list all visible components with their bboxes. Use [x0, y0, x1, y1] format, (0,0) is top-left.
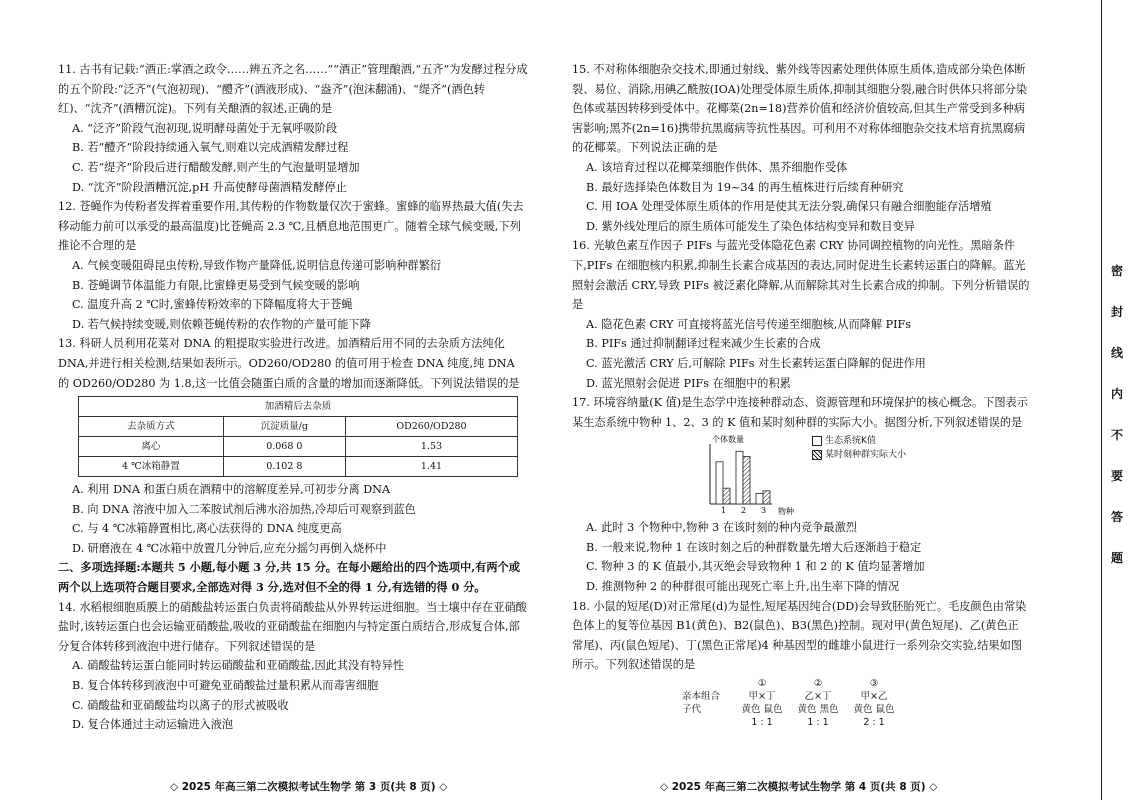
question-14: [58, 598, 528, 735]
legend-label: 某时刻种群实际大小: [825, 450, 907, 461]
option-b: B. 向 DNA 溶液中加入二苯胺试剂后沸水浴加热,冷却后可观察到蓝色: [72, 502, 416, 516]
option-c: C. 温度升高 2 ℃时,蜜蜂传粉效率的下降幅度将大于苍蝇: [72, 298, 353, 312]
dna-table: [78, 396, 518, 477]
x-tick-label: 3: [761, 506, 767, 516]
row-label: 子代: [682, 704, 702, 716]
seal-char: 内: [1110, 387, 1123, 401]
table-header: 沉淀质量/g: [223, 417, 345, 437]
question-16: [572, 236, 1030, 393]
k-value-chart: [696, 434, 1030, 516]
legend-swatch: [812, 436, 822, 446]
option-a: A. “泛齐”阶段气泡初现,说明酵母菌处于无氧呼吸阶段: [72, 121, 338, 135]
question-stem: 12. 苍蝇作为传粉者发挥着重要作用,其传粉的作物数量仅次于蜜蜂。蜜蜂的临界热最大值(失去移动能力前可以承受的最高温度)比苍蝇高 2.3 ℃,且栖息地范围更广。随着全球气候变暖,下列推论不合理的是: [58, 200, 524, 253]
option-d: D. 复合体通过主动运输进入液泡: [72, 718, 234, 732]
ratio: 1 : 1: [751, 717, 773, 729]
option-a: A. 利用 DNA 和蛋白质在酒精中的溶解度差异,可初步分离 DNA: [72, 483, 391, 497]
question-13: [58, 334, 528, 558]
ratio: 1 : 1: [807, 717, 829, 729]
cross-number: ③: [869, 678, 879, 690]
section-heading: 二、多项选择题:本题共 5 小题,每小题 3 分,共 15 分。在每小题给出的四个选项中,有两个或两个以上选项符合题目要求,全部选对得 3 分,选对但不全的得 1 分,有选错的得 0 分。: [58, 560, 520, 595]
page-footer-right: ◇ 2025 年高三第二次模拟考试生物学 第 4 页(共 8 页) ◇: [660, 781, 938, 793]
question-18: [572, 597, 1030, 729]
option-d: D. 若气候持续变暖,则依赖苍蝇传粉的农作物的产量可能下降: [72, 317, 371, 331]
x-axis-label: 物种: [778, 507, 794, 517]
bar-k-value-species-1: [716, 462, 723, 504]
bar-actual-size-species-2: [743, 457, 750, 504]
seal-char: 题: [1110, 551, 1123, 565]
parent-combo: 乙×丁: [804, 691, 832, 703]
table-cell: 4 ℃冰箱静置: [79, 457, 224, 477]
question-12: [58, 197, 528, 334]
page-footer-left: ◇ 2025 年高三第二次模拟考试生物学 第 3 页(共 8 页) ◇: [170, 781, 448, 793]
option-b: B. 最好选择染色体数目为 19~34 的再生植株进行后续育种研究: [586, 180, 904, 194]
seal-char: 密: [1110, 264, 1123, 278]
parent-combo: 甲×丁: [748, 691, 776, 703]
table-header: 去杂质方式: [79, 417, 224, 437]
seal-line: [1101, 0, 1102, 800]
option-c: C. 蓝光激活 CRY 后,可解除 PIFs 对生长素转运蛋白降解的促进作用: [586, 356, 926, 370]
table-cell: 1.53: [345, 437, 517, 457]
seal-char: 不: [1110, 428, 1123, 442]
legend-item: [812, 434, 906, 448]
cross-number: ②: [813, 678, 823, 690]
table-cell: 0.102 8: [223, 457, 345, 477]
option-d: D. 推测物种 2 的种群很可能出现死亡率上升,出生率下降的情况: [586, 580, 900, 594]
parent-combo: 甲×乙: [860, 691, 888, 703]
table-cell: 离心: [79, 437, 224, 457]
y-axis-label: 个体数量: [712, 435, 744, 445]
question-15: [572, 60, 1030, 236]
option-b: B. PIFs 通过抑制翻译过程来减少生长素的合成: [586, 337, 821, 351]
bar-k-value-species-2: [736, 452, 743, 505]
chart-legend: [812, 434, 906, 462]
option-d: D. 蓝光照射会促进 PIFs 在细胞中的积累: [586, 376, 791, 390]
cross-number: ①: [757, 678, 767, 690]
option-a: A. 该培育过程以花椰菜细胞作供体、黑芥细胞作受体: [586, 160, 848, 174]
bar-k-value-species-3: [756, 494, 763, 505]
seal-text: [1107, 262, 1127, 566]
legend-label: 生态系统K值: [825, 436, 876, 447]
seal-char: 封: [1110, 305, 1123, 319]
table-header: OD260/OD280: [345, 417, 517, 437]
question-stem: 16. 光敏色素互作因子 PIFs 与蓝光受体隐花色素 CRY 协同调控植物的向光性。黑暗条件下,PIFs 在细胞核内积累,抑制生长素合成基因的表达,同时促进生长素转运蛋白的降解。蓝光照射会激活 CRY,导致 PIFs 被泛素化降解,从而解除其对生长素合成的抑制。下列分析错误的是: [572, 239, 1030, 312]
option-b: B. 一般来说,物种 1 在该时刻之后的种群数量先增大后逐渐趋于稳定: [586, 540, 922, 554]
option-d: D. “沈齐”阶段酒糟沉淀,pH 升高使酵母菌酒精发酵停止: [72, 180, 347, 194]
offspring: 黄色 黑色: [797, 704, 839, 716]
ratio: 2 : 1: [863, 717, 885, 729]
x-tick-label: 1: [721, 506, 727, 516]
question-11: [58, 60, 528, 197]
legend-item: [812, 448, 906, 462]
seal-strip: [1065, 0, 1131, 800]
table-cell: 1.41: [345, 457, 517, 477]
option-d: D. 紫外线处理后的原生质体可能发生了染色体结构变异和数目变异: [586, 219, 915, 233]
option-c: C. 若“缇齐”阶段后进行醋酸发酵,则产生的气泡量明显增加: [72, 160, 360, 174]
option-a: A. 硝酸盐转运蛋白能同时转运硝酸盐和亚硝酸盐,因此其没有特异性: [72, 659, 404, 673]
table-row: [79, 437, 518, 457]
option-c: C. 物种 3 的 K 值最小,其灭绝会导致物种 1 和 2 的 K 值均显著增加: [586, 560, 925, 574]
table-caption: 加酒精后去杂质: [79, 397, 518, 417]
option-a: A. 此时 3 个物种中,物种 3 在该时刻的种内竞争最激烈: [586, 521, 857, 535]
option-b: B. 若“醴齐”阶段持续通入氧气,则难以完成酒精发酵过程: [72, 141, 349, 155]
seal-char: 答: [1110, 510, 1123, 524]
option-c: C. 硝酸盐和亚硝酸盐均以离子的形式被吸收: [72, 698, 289, 712]
option-c: C. 用 IOA 处理受体原生质体的作用是使其无法分裂,确保只有融合细胞能存活增殖: [586, 200, 992, 214]
option-b: B. 复合体转移到液泡中可避免亚硝酸盐过量积累从而毒害细胞: [72, 679, 379, 693]
left-column: [58, 60, 528, 735]
question-stem: 13. 科研人员利用花菜对 DNA 的粗提取实验进行改进。加酒精后用不同的去杂质方法纯化 DNA,并进行相关检测,结果如表所示。OD260/OD280 的值可用于检查 DNA 纯度,纯 DNA 的 OD260/OD280 为 1.8,这一比值会随蛋白质的含量的增加而逐渐降低。下列说法错误的是: [58, 337, 520, 390]
table-cell: 0.068 0: [223, 437, 345, 457]
right-column: [572, 60, 1030, 729]
offspring: 黄色 鼠色: [741, 704, 783, 716]
option-a: A. 隐花色素 CRY 可直接将蓝光信号传递至细胞核,从而降解 PIFs: [586, 317, 912, 331]
cross-diagram: [682, 677, 1030, 729]
question-stem: 18. 小鼠的短尾(D)对正常尾(d)为显性,短尾基因纯合(DD)会导致胚胎死亡。毛皮颜色由常染色体上的复等位基因 B1(黄色)、B2(鼠色)、B3(黑色)控制。现对甲(黄色短尾)、乙(黄色正常尾)、丙(鼠色短尾)、丁(黑色正常尾)4 种基因型的雌雄小鼠进行一系列杂交实验,结果如图所示。下列叙述错误的是: [572, 599, 1027, 672]
legend-swatch: [812, 450, 822, 460]
bar-chart: [696, 434, 806, 516]
row-label: 亲本组合: [682, 691, 721, 703]
option-b: B. 苍蝇调节体温能力有限,比蜜蜂更易受到气候变暖的影响: [72, 278, 360, 292]
question-stem: 15. 不对称体细胞杂交技术,即通过射线、紫外线等因素处理供体原生质体,造成部分染色体断裂、易位、消除,用碘乙酰胺(IOA)处理受体原生质体,抑制其细胞分裂,融合时供体只将部分染色体或基因转移到受体中。花椰菜(2n=18)营养价值和经济价值较高,但其生产常受到多种病害影响;黑芥(2n=16)携带抗黑腐病等抗性基因。可利用不对称体细胞杂交技术培育抗黑腐病的花椰菜。下列说法正确的是: [572, 63, 1028, 155]
x-tick-label: 2: [741, 506, 747, 516]
question-stem: 17. 环境容纳量(K 值)是生态学中连接种群动态、资源管理和环境保护的核心概念。下图表示某生态系统中物种 1、2、3 的 K 值和某时刻种群的实际大小。据图分析,下列叙述错误的是: [572, 396, 1028, 429]
option-c: C. 与 4 ℃冰箱静置相比,离心法获得的 DNA 纯度更高: [72, 522, 342, 536]
bar-actual-size-species-1: [723, 488, 730, 504]
offspring: 黄色 鼠色: [853, 704, 895, 716]
option-a: A. 气候变暖阻碍昆虫传粉,导致作物产量降低,说明信息传递可影响种群繁衍: [72, 258, 442, 272]
table-row: [79, 457, 518, 477]
option-d: D. 研磨液在 4 ℃冰箱中放置几分钟后,应充分摇匀再倒入烧杯中: [72, 541, 387, 555]
seal-char: 线: [1110, 346, 1123, 360]
question-stem: 11. 古书有记载:“酒正:掌酒之政令……辨五齐之名……”“酒正”管理酿酒,“五齐”为发酵过程分成的五个阶段:“泛齐”(气泡初现)、“醴齐”(酒液形成)、“盎齐”(泡沫翻涌)、“缇齐”(酒色转红)、“沈齐”(酒糟沉淀)。下列有关酿酒的叙述,正确的是: [58, 63, 528, 116]
seal-char: 要: [1110, 469, 1123, 483]
bar-actual-size-species-3: [763, 491, 770, 504]
question-stem: 14. 水稻根细胞质膜上的硝酸盐转运蛋白负责将硝酸盐从外界转运进细胞。当土壤中存在亚硝酸盐时,该转运蛋白也会运输亚硝酸盐,吸收的亚硝酸盐在细胞内与特定蛋白质结合,形成复合体,部分复合体转移到液泡中进行储存。下列叙述错误的是: [58, 600, 527, 653]
question-17: [572, 393, 1030, 597]
